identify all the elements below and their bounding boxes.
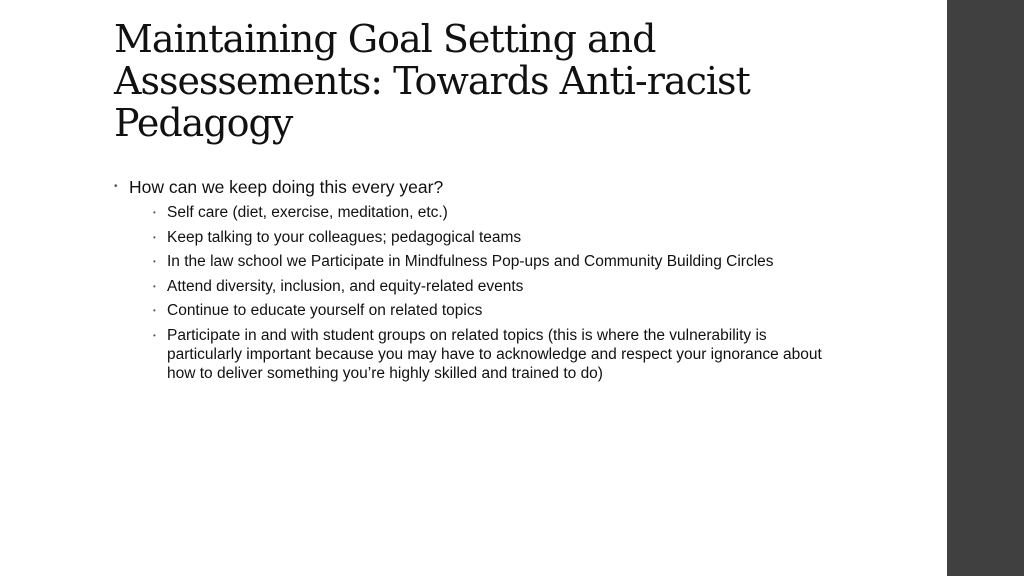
bullet-level-1 bbox=[114, 175, 834, 383]
sub-bullet-text: Participate in and with student groups on related topics (this is where the vulnerability is particularly important because you may have to acknowledge and respect your ignorance about how to deliver something you’re highly skilled and trained to do) bbox=[167, 326, 822, 382]
sub-bullet-item bbox=[129, 326, 834, 383]
sub-bullet-item bbox=[129, 228, 834, 247]
bullet-dot-icon: • bbox=[114, 181, 118, 192]
sub-bullet-item bbox=[129, 252, 834, 271]
bullet-dot-icon: • bbox=[153, 330, 156, 340]
bullet-dot-icon: • bbox=[153, 208, 156, 217]
sub-bullet-list bbox=[129, 203, 834, 383]
sub-bullet-text: In the law school we Participate in Mindfulness Pop-ups and Community Building Circles bbox=[167, 253, 774, 271]
sub-bullet-text: Attend diversity, inclusion, and equity-related events bbox=[167, 277, 524, 295]
sub-bullet-item bbox=[129, 277, 834, 296]
bullet-text: How can we keep doing this every year? bbox=[129, 177, 444, 197]
slide-body bbox=[114, 175, 834, 389]
sub-bullet-item bbox=[129, 301, 834, 320]
sub-bullet-item bbox=[129, 203, 834, 222]
bullet-dot-icon: • bbox=[153, 232, 156, 242]
bullet-dot-icon: • bbox=[153, 306, 156, 316]
bullet-dot-icon: • bbox=[153, 281, 156, 291]
slide-title: Maintaining Goal Setting and Assessements: Towards Anti-racist Pedagogy bbox=[114, 17, 750, 145]
bullet-dot-icon: • bbox=[153, 257, 156, 267]
sub-bullet-text: Self care (diet, exercise, meditation, etc.) bbox=[167, 204, 448, 221]
sub-bullet-text: Keep talking to your colleagues; pedagogical teams bbox=[167, 228, 522, 246]
sub-bullet-text: Continue to educate yourself on related topics bbox=[167, 302, 483, 320]
side-accent-bar bbox=[947, 0, 1024, 576]
